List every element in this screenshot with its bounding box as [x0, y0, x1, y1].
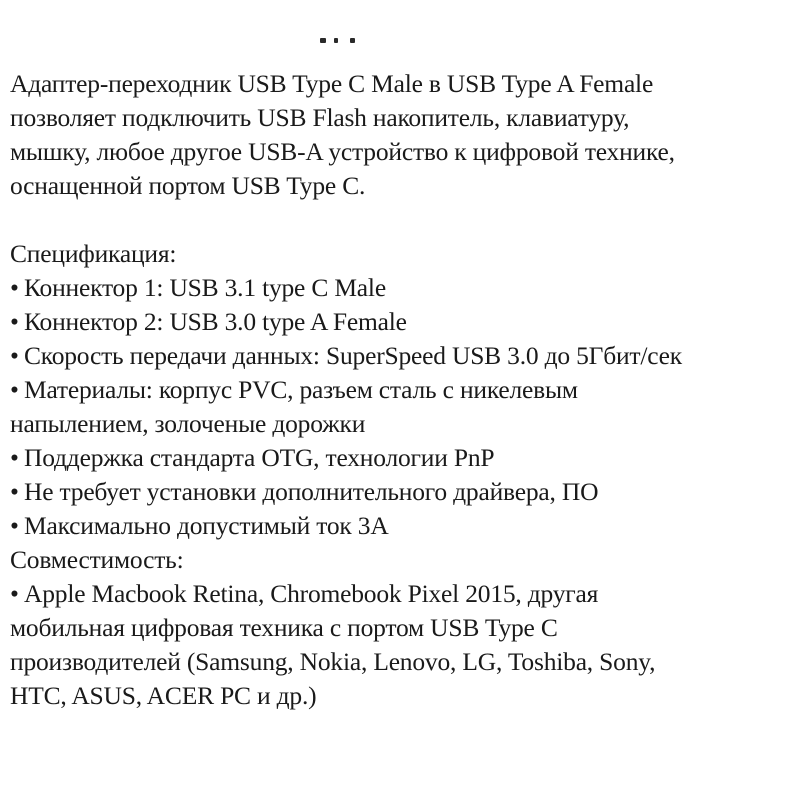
intro-line: оснащенной портом USB Type C. [10, 171, 366, 200]
spec-item [10, 475, 795, 509]
compat-item [10, 577, 795, 611]
spec-item-text: Материалы: корпус PVC, разъем сталь с никелевым [24, 375, 578, 404]
spec-item-continuation: напылением, золоченые дорожки [10, 409, 366, 438]
intro-line: Адаптер-переходник USB Type C Male в USB Type A Female [10, 69, 654, 98]
compat-item-continuation: производителей (Samsung, Nokia, Lenovo, LG, Toshiba, Sony, [10, 647, 656, 676]
bullet-icon: • [10, 477, 19, 506]
product-description [10, 67, 795, 713]
bullet-icon: • [10, 341, 19, 370]
spec-item-text: Скорость передачи данных: SuperSpeed USB 3.0 до 5Гбит/сек [24, 341, 682, 370]
spec-item-text: Поддержка стандарта OTG, технологии PnP [24, 443, 495, 472]
paragraph-gap [10, 203, 795, 237]
bullet-icon: • [10, 273, 19, 302]
spec-item [10, 339, 795, 373]
bullet-icon: • [10, 443, 19, 472]
spec-item [10, 441, 795, 475]
bullet-icon: • [10, 511, 19, 540]
bullet-icon: • [10, 375, 19, 404]
bullet-icon: • [10, 579, 19, 608]
spec-item-text: Максимально допустимый ток 3А [24, 511, 389, 540]
spec-item-text: Не требует установки дополнительного драйвера, ПО [24, 477, 599, 506]
spec-item [10, 305, 795, 339]
spec-item [10, 271, 795, 305]
compat-heading: Совместимость: [10, 545, 184, 574]
compat-item-continuation: HTC, ASUS, ACER PC и др.) [10, 681, 317, 710]
bullet-icon: • [10, 307, 19, 336]
cropped-text-fragment [320, 38, 360, 44]
intro-line: позволяет подключить USB Flash накопитель, клавиатуру, [10, 103, 630, 132]
compat-item-text: Apple Macbook Retina, Chromebook Pixel 2015, другая [24, 579, 599, 608]
spec-item [10, 509, 795, 543]
compat-item-continuation: мобильная цифровая техника с портом USB Type C [10, 613, 558, 642]
intro-line: мышку, любое другое USB-A устройство к цифровой технике, [10, 137, 675, 166]
spec-item-text: Коннектор 2: USB 3.0 type A Female [24, 307, 407, 336]
spec-item-text: Коннектор 1: USB 3.1 type C Male [24, 273, 386, 302]
spec-item [10, 373, 795, 407]
specs-heading: Спецификация: [10, 239, 177, 268]
